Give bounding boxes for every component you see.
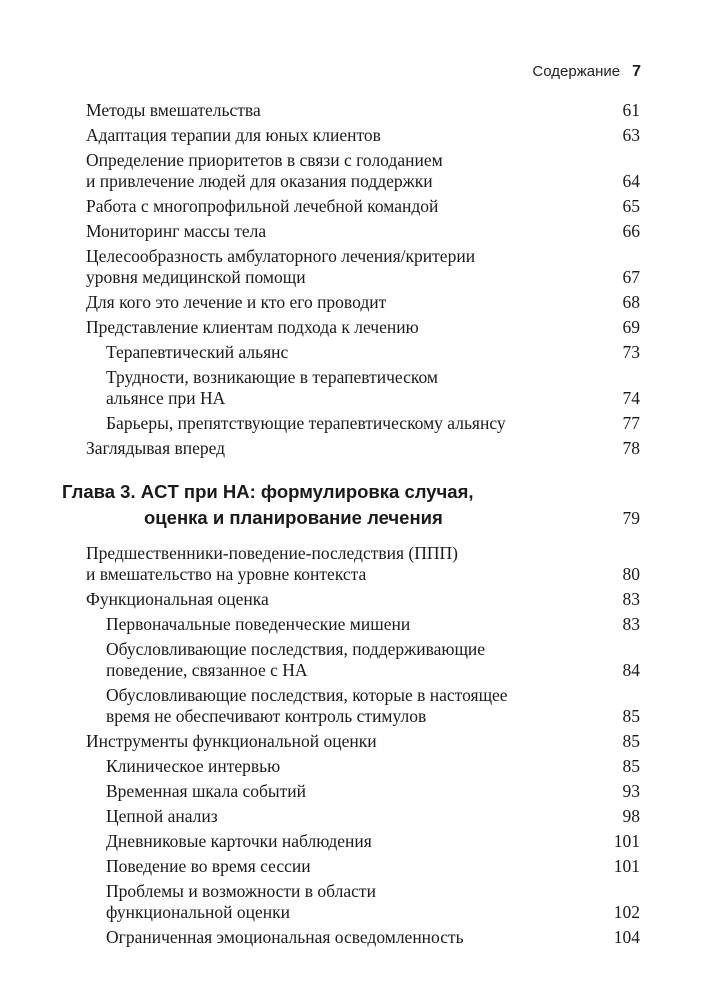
- toc-entry-page: 101: [613, 831, 640, 851]
- toc-entry: [62, 856, 640, 877]
- toc-entry-title: [106, 413, 610, 434]
- toc-entry-title: [86, 196, 610, 217]
- toc-entry-page: 74: [622, 388, 640, 408]
- toc-entry-title: [106, 614, 610, 635]
- toc-entry: [62, 317, 640, 338]
- toc-entry-line: Для кого это лечение и кто его проводит: [86, 292, 387, 312]
- toc-entry-title: [106, 367, 610, 409]
- toc-entry-line: Определение приоритетов в связи с голоданием: [86, 150, 443, 170]
- toc-entry-line: Клиническое интервью: [106, 756, 281, 776]
- toc-entry-page: 84: [622, 660, 640, 680]
- toc-entry-line: Предшественники-поведение-последствия (ППП): [86, 543, 458, 563]
- toc-entry-page: 85: [622, 706, 640, 726]
- toc-entry-page: 69: [622, 317, 640, 337]
- toc-entry-line: альянсе при НА: [106, 388, 226, 408]
- toc-entry-title: [86, 317, 610, 338]
- toc-entry-line: Обусловливающие последствия, поддерживающие: [106, 639, 486, 659]
- toc-entry-page: 83: [622, 614, 640, 634]
- toc-entry-line: Цепной анализ: [106, 806, 218, 826]
- toc-entry-title: [86, 589, 610, 610]
- toc-entry: [62, 125, 640, 146]
- toc-entry: [62, 806, 640, 827]
- toc-entry-title: [106, 806, 610, 827]
- toc-entry-line: Временная шкала событий: [106, 781, 307, 801]
- toc-entry-line: Поведение во время сессии: [106, 856, 311, 876]
- toc-entry-page: 68: [622, 292, 640, 312]
- toc-entry-title: [106, 342, 610, 363]
- toc-entry-page: 77: [622, 413, 640, 433]
- toc-entry: [62, 831, 640, 852]
- toc-entry-title: [106, 756, 610, 777]
- toc-entry-line: Методы вмешательства: [86, 100, 261, 120]
- toc-entry-page: 64: [622, 171, 640, 191]
- toc-entry-title: [106, 781, 610, 802]
- toc-entry: [62, 543, 640, 585]
- toc-entry: [62, 927, 640, 948]
- toc-entry-page: 67: [622, 267, 640, 287]
- toc-entry-line: Целесообразность амбулаторного лечения/критерии: [86, 246, 476, 266]
- toc-entry: [62, 367, 640, 409]
- toc-entry: [62, 589, 640, 610]
- toc-entry-line: Представление клиентам подхода к лечению: [86, 317, 419, 337]
- toc-entry-line: и вмешательство на уровне контекста: [86, 564, 367, 584]
- toc-entry: [62, 731, 640, 752]
- toc-entry-line: Адаптация терапии для юных клиентов: [86, 125, 381, 145]
- toc-entry-page: 104: [613, 927, 640, 947]
- toc-entry-line: Трудности, возникающие в терапевтическом: [106, 367, 438, 387]
- toc-entry-line: Барьеры, препятствующие терапевтическому альянсу: [106, 413, 506, 433]
- toc-entry-page: 73: [622, 342, 640, 362]
- toc-entry-line: и привлечение людей для оказания поддержки: [86, 171, 433, 191]
- toc-entry-page: 61: [622, 100, 640, 120]
- toc-entry-line: поведение, связанное с НА: [106, 660, 308, 680]
- toc-entry-page: 85: [622, 756, 640, 776]
- toc-entry-line: Инструменты функциональной оценки: [86, 731, 377, 751]
- toc-entry: [62, 196, 640, 217]
- toc-entry-line: Заглядывая вперед: [86, 438, 226, 458]
- toc-entry-page: 63: [622, 125, 640, 145]
- toc-entry-line: Проблемы и возможности в области: [106, 881, 376, 901]
- chapter-title-line: оценка и планирование лечения: [144, 507, 443, 528]
- chapter-title-line: Глава 3. ACT при НА: формулировка случая,: [62, 481, 474, 502]
- toc-entry-page: 80: [622, 564, 640, 584]
- toc-entry: [62, 100, 640, 121]
- toc-entry-page: 85: [622, 731, 640, 751]
- toc-entry-title: [106, 685, 610, 727]
- chapter-page: 79: [622, 508, 640, 528]
- toc-entry-title: [86, 543, 610, 585]
- toc-entry-title: [86, 150, 610, 192]
- toc-entry: [62, 685, 640, 727]
- toc-entry-line: функциональной оценки: [106, 902, 290, 922]
- toc-entry-title: [86, 221, 610, 242]
- toc-entry-title: [106, 881, 610, 923]
- table-of-contents: [62, 100, 640, 952]
- toc-entry: [62, 881, 640, 923]
- toc-entry-title: [106, 856, 610, 877]
- toc-entry: [62, 756, 640, 777]
- toc-entry-line: Ограниченная эмоциональная осведомленность: [106, 927, 464, 947]
- toc-entry-title: [86, 731, 610, 752]
- toc-entry-title: [86, 100, 610, 121]
- chapter-heading: [62, 479, 640, 531]
- toc-entry-page: 78: [622, 438, 640, 458]
- toc-entry: [62, 342, 640, 363]
- toc-entry: [62, 413, 640, 434]
- toc-entry-title: [86, 438, 610, 459]
- toc-entry: [62, 221, 640, 242]
- toc-entry-title: [106, 831, 610, 852]
- toc-entry-page: 102: [613, 902, 640, 922]
- toc-entry-line: Дневниковые карточки наблюдения: [106, 831, 372, 851]
- toc-entry-line: Обусловливающие последствия, которые в настоящее: [106, 685, 508, 705]
- chapter-title: [62, 479, 474, 531]
- toc-section-before: [62, 100, 640, 459]
- toc-entry: [62, 614, 640, 635]
- toc-entry-line: Работа с многопрофильной лечебной командой: [86, 196, 439, 216]
- toc-entry-title: [106, 927, 610, 948]
- toc-entry-title: [106, 639, 610, 681]
- toc-entry: [62, 781, 640, 802]
- toc-entry: [62, 438, 640, 459]
- toc-entry-title: [86, 246, 610, 288]
- toc-entry-page: 65: [622, 196, 640, 216]
- toc-entry-line: Мониторинг массы тела: [86, 221, 267, 241]
- toc-entry-page: 66: [622, 221, 640, 241]
- toc-entry-page: 98: [622, 806, 640, 826]
- toc-entry-line: время не обеспечивают контроль стимулов: [106, 706, 427, 726]
- toc-entry-page: 93: [622, 781, 640, 801]
- page-number: 7: [632, 63, 641, 80]
- toc-entry: [62, 639, 640, 681]
- toc-entry: [62, 150, 640, 192]
- toc-entry-line: Функциональная оценка: [86, 589, 269, 609]
- toc-entry-line: Первоначальные поведенческие мишени: [106, 614, 411, 634]
- toc-section-after: [62, 543, 640, 948]
- toc-entry: [62, 246, 640, 288]
- toc-entry-line: Терапевтический альянс: [106, 342, 289, 362]
- toc-entry: [62, 292, 640, 313]
- toc-entry-title: [86, 125, 610, 146]
- section-title: Содержание: [532, 63, 621, 80]
- toc-entry-page: 101: [613, 856, 640, 876]
- toc-entry-page: 83: [622, 589, 640, 609]
- toc-entry-title: [86, 292, 610, 313]
- running-header: [532, 63, 641, 81]
- toc-entry-line: уровня медицинской помощи: [86, 267, 306, 287]
